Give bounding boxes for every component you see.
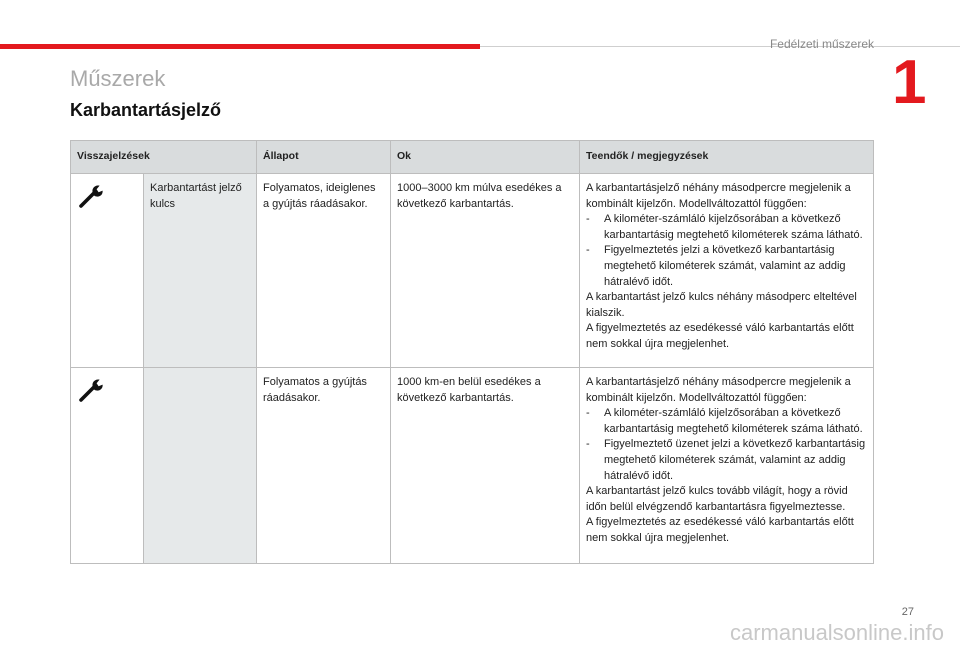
notes-bullet: - Figyelmeztetés jelzi a következő karbantartásig megtehető kilométerek számát, valamint az addig hátralévő időt. [586,243,867,290]
indicator-reason: 1000 km-en belül esedékes a következő karbantartás. [391,368,580,564]
notes-bullet-text: Figyelmeztető üzenet jelzi a következő karbantartásig megtehető kilométerek számát, valamint az addig hátralévő időt. [604,438,866,482]
notes-intro: A karbantartásjelző néhány másodpercre megjelenik a kombinált kijelzőn. Modellváltozattól függően: [586,376,851,404]
notes-bullet-text: Figyelmeztetés jelzi a következő karbantartásig megtehető kilométerek számát, valamint az addig hátralévő időt. [604,244,846,288]
notes-outro: A figyelmeztetés az esedékessé váló karbantartás előtt nem sokkal újra megjelenhet. [586,516,854,544]
column-header-notes: Teendők / megjegyzések [580,141,874,174]
notes-intro: A karbantartásjelző néhány másodpercre megjelenik a kombinált kijelzőn. Modellváltozattól függően: [586,182,851,210]
wrench-icon [77,202,107,214]
header-rule [480,46,960,47]
header-red-bar [0,44,480,49]
warning-lights-table [70,140,874,564]
indicator-name [144,368,257,564]
wrench-icon [77,396,107,408]
page-heading: Karbantartásjelző [70,100,222,120]
notes-outro: A figyelmeztetés az esedékessé váló karbantartás előtt nem sokkal újra megjelenhet. [586,322,854,350]
indicator-name: Karbantartást jelző kulcs [144,174,257,368]
notes-outro: A karbantartást jelző kulcs néhány másodperc elteltével kialszik. [586,291,857,319]
indicator-state: Folyamatos, ideiglenes a gyújtás ráadásakor. [257,174,391,368]
table-row [71,368,874,564]
notes-bullet: - A kilométer-számláló kijelzősorában a következő karbantartásig megtehető kilométerek száma látható. [586,212,867,243]
table-row [71,174,874,368]
indicator-state: Folyamatos a gyújtás ráadásakor. [257,368,391,564]
notes-outro: A karbantartást jelző kulcs tovább világít, hogy a rövid időn belül elvégzendő karbantartásra figyelmeztesse. [586,485,848,513]
indicator-notes [580,174,874,368]
watermark: carmanualsonline.info [729,620,944,645]
column-header-reason: Ok [391,141,580,174]
indicator-reason: 1000–3000 km múlva esedékes a következő karbantartás. [391,174,580,368]
chapter-title: Fedélzeti műszerek [769,37,874,51]
column-header-indicators: Visszajelzések [71,141,257,174]
table-header-row [71,141,874,174]
page-number: 27 [901,606,914,618]
indicator-icon-cell [71,174,144,368]
notes-bullet: - A kilométer-számláló kijelzősorában a következő karbantartásig megtehető kilométerek száma látható. [586,406,867,437]
indicator-notes [580,368,874,564]
notes-bullet-text: A kilométer-számláló kijelzősorában a következő karbantartásig megtehető kilométerek száma látható. [604,407,863,435]
section-title: Műszerek [70,66,166,91]
column-header-state: Állapot [257,141,391,174]
notes-bullet: - Figyelmeztető üzenet jelzi a következő karbantartásig megtehető kilométerek számát, valamint az addig hátralévő időt. [586,437,867,484]
indicator-icon-cell [71,368,144,564]
chapter-number: 1 [892,48,927,117]
notes-bullet-text: A kilométer-számláló kijelzősorában a következő karbantartásig megtehető kilométerek száma látható. [604,213,863,241]
